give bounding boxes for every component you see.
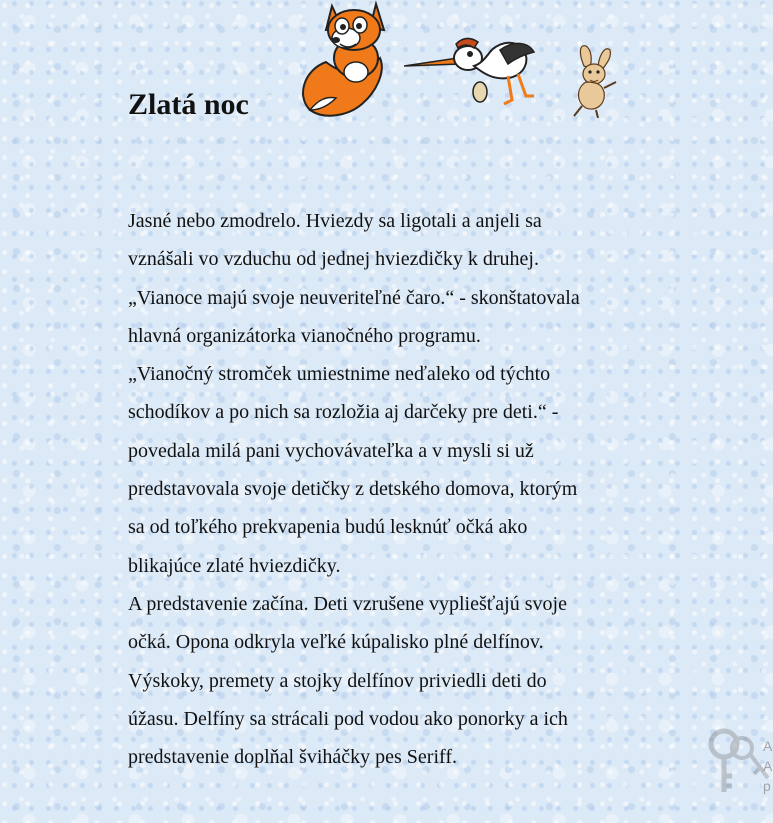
story-line: vznášali vo vzduchu od jednej hviezdičky k druhej. — [128, 248, 539, 271]
story-line: povedala milá pani vychovávateľka a v mysli si už — [128, 439, 534, 462]
watermark-text — [763, 736, 772, 796]
watermark-line: A — [763, 738, 773, 754]
fox-icon — [296, 0, 392, 118]
story-line: sa od toľkého prekvapenia budú lesknúť očká ako — [128, 516, 528, 539]
story-line: „Vianočný stromček umiestnime neďaleko od týchto — [128, 363, 551, 386]
watermark-line: A — [763, 758, 773, 774]
story-line: blikajúce zlaté hviezdičky. — [128, 554, 341, 577]
story-line: schodíkov a po nich sa rozložia aj darčeky pre deti.“ - — [128, 401, 559, 424]
story-text — [128, 202, 658, 776]
story-line: predstavenie doplňal šviháčky pes Seriff. — [128, 746, 457, 769]
story-line: hlavná organizátorka vianočného programu. — [128, 324, 481, 347]
story-line: očká. Opona odkryla veľké kúpalisko plné delfínov. — [128, 631, 544, 654]
watermark-line: p — [763, 778, 771, 794]
story-line: A predstavenie začína. Deti vzrušene vypliešťajú svoje — [128, 592, 567, 615]
story-line: „Vianoce majú svoje neuveriteľné čaro.“ - skonštatovala — [128, 286, 580, 309]
page-title: Zlatá noc — [128, 88, 249, 121]
stork-icon — [404, 30, 542, 112]
story-line: predstavovala svoje detičky z detského domova, ktorým — [128, 478, 578, 501]
story-line: úžasu. Delfíny sa strácali pod vodou ako ponorky a ich — [128, 707, 568, 730]
story-line: Jasné nebo zmodrelo. Hviezdy sa ligotali a anjeli sa — [128, 210, 542, 232]
story-line: Výskoky, premety a stojky delfínov priviedli deti do — [128, 669, 547, 692]
rabbit-icon — [568, 44, 620, 118]
